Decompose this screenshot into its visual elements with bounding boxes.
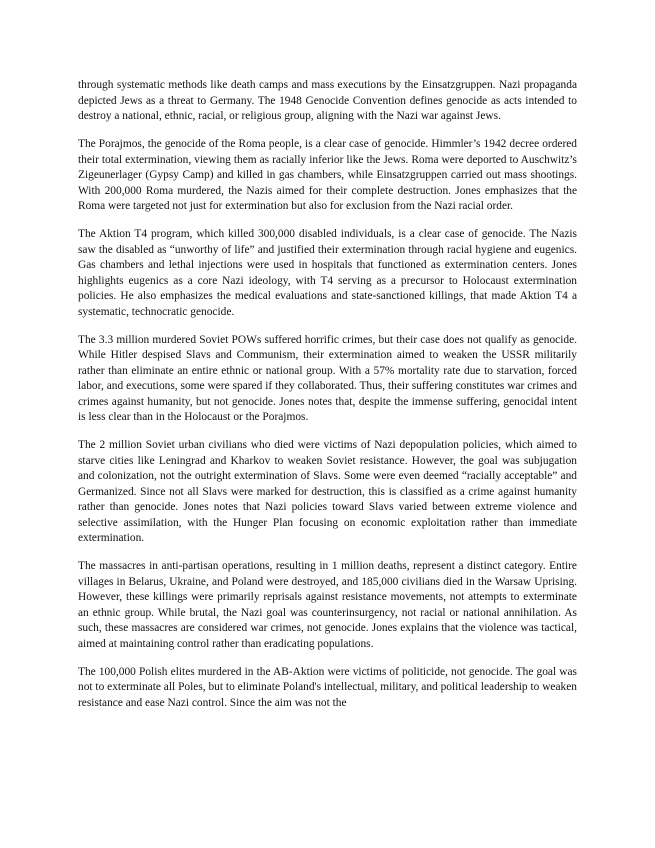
- paragraph-holocaust-continuation: through systematic methods like death camps and mass executions by the Einsatzgruppen. Nazi propaganda depicted Jews as a threat to Germany. The 1948 Genocide Convention defines genocide as acts intended to destroy a national, ethnic, racial, or religious group, aligning with the Nazi war against Jews.: [78, 79, 577, 122]
- document-page: [78, 78, 577, 724]
- paragraph-porajmos: The Porajmos, the genocide of the Roma people, is a clear case of genocide. Himmler’s 1942 decree ordered their total extermination, viewing them as racially inferior like the Jews. Roma were deported to Auschwitz’s Zigeunerlager (Gypsy Camp) and killed in gas chambers, while Einsatzgruppen carried out mass shootings. With 200,000 Roma murdered, the Nazis aimed for their complete destruction. Jones emphasizes that the Roma were targeted not just for extermination but also for exclusion from the Nazi racial order.: [78, 138, 577, 212]
- paragraph-anti-partisan: The massacres in anti-partisan operations, resulting in 1 million deaths, represent a distinct category. Entire villages in Belarus, Ukraine, and Poland were destroyed, and 185,000 civilians died in the Warsaw Uprising. However, these killings were primarily reprisals against resistance movements, not attempts to exterminate an ethnic group. While brutal, the Nazi goal was counterinsurgency, not racial or national annihilation. As such, these massacres are considered war crimes, not genocide. Jones explains that the violence was tactical, aimed at maintaining control rather than eradicating populations.: [78, 560, 577, 650]
- paragraph-ab-aktion: The 100,000 Polish elites murdered in the AB-Aktion were victims of politicide, not genocide. The goal was not to exterminate all Poles, but to eliminate Poland's intellectual, military, and political leadership to weaken resistance and ease Nazi control. Since the aim was not the: [78, 665, 577, 709]
- paragraph-soviet-pows: The 3.3 million murdered Soviet POWs suffered horrific crimes, but their case does not qualify as genocide. While Hitler despised Slavs and Communism, their extermination aimed to weaken the USSR militarily rather than eliminate an entire ethnic or national group. With a 57% mortality rate due to starvation, forced labor, and executions, some were spared if they collaborated. Thus, their suffering constitutes war crimes and crimes against humanity, but not genocide. Jones notes that, despite the immense suffering, genocidal intent is less clear than in the Holocaust or the Porajmos.: [78, 333, 577, 423]
- paragraph-soviet-civilians: The 2 million Soviet urban civilians who died were victims of Nazi depopulation policies, which aimed to starve cities like Leningrad and Kharkov to weaken Soviet resistance. However, the goal was subjugation and colonization, not the outright extermination of Slavs. Some were even deemed “racially acceptable” and Germanized. Since not all Slavs were marked for destruction, this is classified as a crime against humanity rather than genocide. Jones notes that Nazi policies toward Slavs varied between extreme violence and selective assimilation, with the Hunger Plan focusing on economic exploitation rather than immediate extermination.: [78, 439, 577, 544]
- paragraph-aktion-t4: The Aktion T4 program, which killed 300,000 disabled individuals, is a clear case of genocide. The Nazis saw the disabled as “unworthy of life” and justified their extermination through racial hygiene and eugenics. Gas chambers and lethal injections were used in hospitals that functioned as extermination centers. Jones highlights eugenics as a core Nazi ideology, with T4 serving as a precursor to Holocaust extermination policies. He also emphasizes the medical evaluations and state-sanctioned killings, that made Aktion T4 a systematic, technocratic genocide.: [78, 228, 577, 318]
